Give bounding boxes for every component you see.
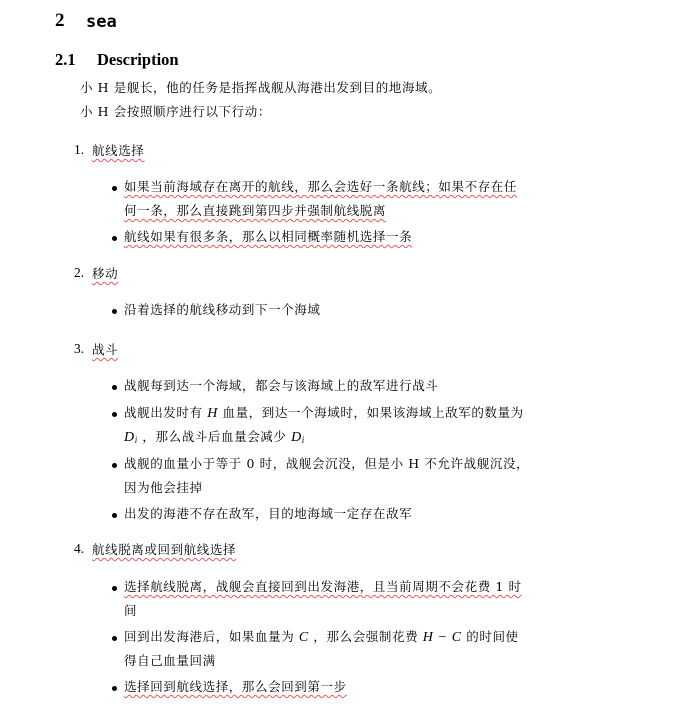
bullet-marker [112, 385, 117, 390]
bullet-text: 因为他会挂掉 [124, 480, 203, 495]
bullet-text-line: 选择航线脱离，战舰会直接回到出发海港，且当前周期不会花费 1 时 [124, 579, 522, 594]
bullet-text: 战舰出发时有 H 血量，到达一个海域时，如果该海域上敌军的数量为 [124, 405, 524, 421]
step-title: 航线选择 [92, 143, 145, 158]
bullet-text [124, 229, 412, 245]
step-title: 战斗 [92, 342, 119, 357]
bullet-marker [112, 686, 117, 691]
subsection-number: 2.1 [55, 50, 76, 69]
intro-line-2: 小 H 会按照顺序进行以下行动： [80, 104, 271, 119]
step-number: 2. [74, 265, 85, 280]
bullet-text: $D_i$ ，那么战斗后血量会减少 $D_i$ [124, 429, 305, 445]
bullet-text: 间 [124, 603, 138, 618]
section-number: 2 [55, 10, 65, 31]
math-var-D: $D_i$ [124, 430, 138, 445]
bullet-marker [112, 236, 117, 241]
bullet-text: 战舰的血量小于等于 0 时，战舰会沉没，但是小 H 不允许战舰沉没， [124, 456, 530, 471]
math-expr-H-minus-C: H − C [422, 630, 462, 645]
step-title: 移动 [92, 266, 119, 281]
math-var-C: C [298, 630, 309, 645]
step-number: 4. [74, 541, 85, 556]
bullet-text: 出发的海港不存在敌军，目的地海域一定存在敌军 [124, 506, 413, 521]
intro-line-1: 小 H 是舰长，他的任务是指挥战舰从海港出发到目的地海域。 [80, 80, 442, 95]
bullet-text [124, 679, 347, 695]
bullet-text: 得自己血量回满 [124, 653, 216, 668]
bullet-text: 沿着选择的航线移动到下一个海域 [124, 302, 321, 317]
section-title: sea [86, 12, 117, 32]
bullet-marker [112, 636, 117, 641]
bullet-text-line: 何一条，那么直接跳到第四步并强制航线脱离 [124, 203, 387, 218]
bullet-marker [112, 463, 117, 468]
subsection-title: Description [97, 50, 179, 69]
bullet-text: 回到出发海港后，如果血量为 C ，那么会强制花费 H − C 的时间使 [124, 629, 519, 645]
math-var-H: H [207, 406, 218, 421]
bullet-text [124, 179, 517, 195]
bullet-text-line: 航线如果有很多条，那么以相同概率随机选择一条 [124, 229, 413, 244]
bullet-text-line: 选择回到航线选择，那么会回到第一步 [124, 679, 347, 694]
bullet-marker [112, 586, 117, 591]
bullet-marker [112, 513, 117, 518]
bullet-marker [112, 412, 117, 417]
bullet-marker [112, 309, 117, 314]
bullet-text [124, 579, 522, 595]
bullet-text: 战舰每到达一个海域，都会与该海域上的敌军进行战斗 [124, 378, 439, 393]
bullet-text-line: 如果当前海域存在离开的航线，那么会选好一条航线；如果不存在任 [124, 179, 518, 194]
step-number: 1. [74, 142, 85, 157]
bullet-text [124, 203, 386, 219]
bullet-marker [112, 186, 117, 191]
step-number: 3. [74, 341, 85, 356]
step-title: 航线脱离或回到航线选择 [92, 542, 237, 557]
math-var-D: $D_i$ [291, 430, 305, 445]
